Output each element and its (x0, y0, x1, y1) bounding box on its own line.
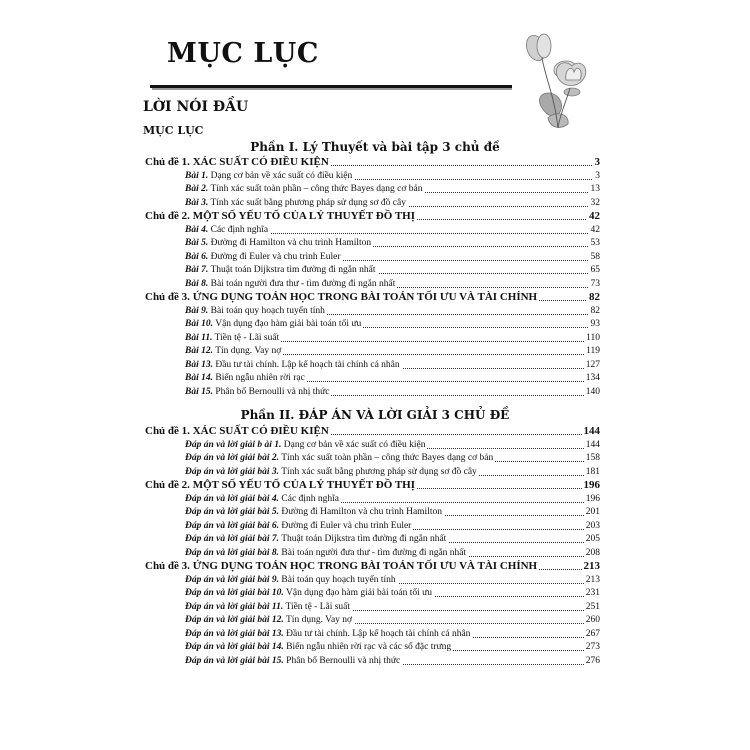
entry-title: Đường đi Euler và chu trình Euler (210, 251, 341, 262)
entry-text (185, 183, 424, 196)
entry-page-number: 134 (585, 373, 600, 383)
entry-title: XÁC SUẤT CÓ ĐIỀU KIỆN (192, 156, 329, 168)
entry-text (185, 601, 352, 614)
entry-text (185, 170, 354, 183)
toc-lesson-entry[interactable] (0, 318, 750, 331)
entry-label: Chủ đề 3. (145, 560, 190, 572)
toc-lesson-entry[interactable] (0, 251, 750, 264)
entry-title: XÁC SUẤT CÓ ĐIỀU KIỆN (192, 425, 329, 437)
entry-title: Thuật toán Dijkstra tìm đường đi ngắn nhất (210, 265, 376, 275)
toc-lesson-entry[interactable] (0, 466, 750, 479)
entry-title: Tiền tệ - Lãi suất (214, 332, 280, 343)
entry-label: Bài 6. (185, 251, 209, 262)
entry-label: Chủ đề 1. (145, 156, 190, 168)
entry-title: Tính xác suất toàn phần – công thức Bayes dạng cơ bản (210, 184, 423, 194)
entry-page-number: 181 (585, 466, 600, 477)
entry-title: Tiền tệ - Lãi suất (285, 601, 351, 612)
entry-page-number: 58 (590, 251, 600, 262)
toc-lesson-entry[interactable] (0, 452, 750, 465)
toc-lesson-entry[interactable] (0, 520, 750, 533)
entry-page-number: 42 (589, 210, 600, 222)
entry-title: Các định nghĩa (281, 493, 339, 504)
entry-page-number: 82 (589, 291, 600, 303)
entry-label: Đáp án và lời giải bài 7. (185, 534, 280, 544)
toc-lesson-entry[interactable] (0, 506, 750, 519)
toc-lesson-entry[interactable] (0, 493, 750, 506)
entry-label: Bài 12. (185, 346, 213, 356)
toc-lesson-entry[interactable] (0, 264, 750, 277)
toc-lesson-entry[interactable] (0, 345, 750, 358)
entry-label: Bài 10. (185, 319, 213, 329)
entry-title: Phân bố Bernoulli và nhị thức (286, 655, 401, 666)
entry-label: Đáp án và lời giải bài 3. (185, 466, 280, 477)
entry-text (185, 237, 373, 250)
entry-page-number: 140 (585, 386, 600, 397)
entry-label: Đáp án và lời giải bài 6. (185, 520, 280, 531)
entry-title: MỘT SỐ YẾU TỐ CỦA LÝ THUYẾT ĐỒ THỊ (192, 479, 415, 491)
entry-text (185, 614, 354, 627)
entry-label: Đáp án và lời giải b ài 1. (185, 439, 282, 450)
entry-page-number: 65 (590, 265, 600, 275)
entry-title: Biến ngẫu nhiên rời rạc (215, 373, 305, 383)
front-matter-foreword: LỜI NÓI ĐẦU (143, 99, 249, 115)
entry-label: Chủ đề 2. (145, 479, 190, 491)
entry-text (185, 493, 341, 506)
entry-page-number: 32 (590, 197, 600, 208)
entry-label: Bài 8. (185, 278, 209, 289)
toc-lesson-entry[interactable] (0, 547, 750, 560)
entry-page-number: 13 (590, 184, 600, 194)
entry-title: ỨNG DỤNG TOÁN HỌC TRONG BÀI TOÁN TỐI ƯU VÀ TÀI CHÍNH (192, 291, 538, 303)
entry-text (185, 506, 444, 519)
entry-title: Tín dụng. Vay nợ (215, 346, 282, 356)
entry-label: Bài 15. (185, 386, 213, 397)
entry-label: Đáp án và lời giải bài 14. (185, 642, 284, 652)
toc-lesson-entry[interactable] (0, 183, 750, 196)
entry-label: Đáp án và lời giải bài 2. (185, 453, 280, 463)
toc-lesson-entry[interactable] (0, 386, 750, 399)
entry-title: Dạng cơ bản về xác suất có điều kiện (210, 170, 353, 181)
toc-chapter-entry[interactable] (0, 425, 750, 438)
entry-title: Tính xác suất bằng phương pháp sử dụng sơ đồ cây (281, 466, 477, 477)
entry-text (185, 520, 413, 533)
entry-text (145, 291, 539, 304)
entry-text (185, 197, 408, 210)
entry-title: Phân bố Bernoulli và nhị thức (215, 386, 330, 397)
toc-lesson-entry[interactable] (0, 533, 750, 546)
entry-title: Đường đi Euler và chu trình Euler (281, 520, 412, 531)
entry-page-number: 119 (586, 346, 600, 356)
entry-page-number: 205 (585, 534, 600, 544)
entry-label: Bài 14. (185, 373, 213, 383)
entry-text (185, 318, 363, 331)
entry-label: Đáp án và lời giải bài 10. (185, 588, 284, 598)
toc-lesson-entry[interactable] (0, 278, 750, 291)
toc-lesson-entry[interactable] (0, 224, 750, 237)
entry-page-number: 251 (585, 601, 600, 612)
entry-label: Đáp án và lời giải bài 9. (185, 574, 280, 585)
entry-text (185, 533, 448, 546)
entry-page-number: 213 (585, 574, 600, 585)
entry-title: Biến ngẫu nhiên rời rạc và các số đặc trưng (286, 642, 452, 652)
entry-label: Đáp án và lời giải bài 8. (185, 547, 280, 558)
entry-page-number: 42 (590, 224, 600, 235)
entry-label: Bài 5. (185, 238, 209, 248)
toc-lesson-entry[interactable] (0, 614, 750, 627)
entry-page-number: 144 (583, 425, 600, 437)
entry-text (185, 264, 378, 277)
toc-lesson-entry[interactable] (0, 237, 750, 250)
toc-chapter-entry[interactable] (0, 291, 750, 304)
entry-title: MỘT SỐ YẾU TỐ CỦA LÝ THUYẾT ĐỒ THỊ (192, 210, 415, 222)
entry-title: Các định nghĩa (210, 224, 269, 235)
entry-title: Vận dụng đạo hàm giải bài toán tối ưu (215, 319, 362, 329)
entry-text (145, 425, 331, 438)
entry-title: Thuật toán Dijkstra tìm đường đi ngắn nhất (281, 534, 447, 544)
part-1-title: Phần I. Lý Thuyết và bài tập 3 chủ đề (250, 140, 500, 154)
entry-title: Vận dụng đạo hàm giải bài toán tối ưu (286, 588, 433, 598)
title-underline-shadow (152, 88, 512, 90)
entry-page-number: 82 (590, 305, 600, 316)
entry-text (185, 386, 331, 399)
entry-text (145, 479, 417, 492)
entry-page-number: 231 (585, 588, 600, 598)
entry-page-number: 144 (585, 439, 600, 450)
entry-page-number: 203 (585, 520, 600, 531)
entry-label: Đáp án và lời giải bài 13. (185, 628, 284, 639)
toc-lesson-entry[interactable] (0, 655, 750, 668)
entry-label: Đáp án và lời giải bài 5. (185, 507, 280, 517)
entry-text (185, 547, 468, 560)
toc-chapter-entry[interactable] (0, 210, 750, 223)
toc-lesson-entry[interactable] (0, 359, 750, 372)
toc-lesson-entry[interactable] (0, 574, 750, 587)
entry-label: Bài 9. (185, 305, 209, 316)
entry-title: Đầu tư tài chính. Lập kế hoạch tài chính cá nhân (215, 359, 400, 370)
toc-lesson-entry[interactable] (0, 332, 750, 345)
entry-page-number: 276 (585, 655, 600, 666)
entry-page-number: 158 (585, 453, 600, 463)
entry-label: Đáp án và lời giải bài 12. (185, 615, 284, 625)
lotus-flower-illustration (514, 30, 596, 130)
entry-text (185, 224, 270, 237)
entry-text (185, 345, 283, 358)
entry-text (185, 439, 427, 452)
entry-title: Đầu tư tài chính. Lập kế hoạch tài chính cá nhân (286, 628, 471, 639)
entry-title: Dạng cơ bản về xác suất có điều kiện (283, 439, 426, 450)
entry-text (145, 560, 539, 573)
entry-label: Bài 1. (185, 170, 209, 181)
toc-lesson-entry[interactable] (0, 170, 750, 183)
entry-page-number: 273 (585, 642, 600, 652)
entry-text (185, 305, 327, 318)
entry-label: Chủ đề 3. (145, 291, 190, 303)
toc-lesson-entry[interactable] (0, 641, 750, 654)
entry-label: Chủ đề 2. (145, 210, 190, 222)
toc-chapter-entry[interactable] (0, 156, 750, 169)
entry-text (185, 452, 495, 465)
entry-text (185, 574, 398, 587)
entry-page-number: 196 (583, 479, 600, 491)
entry-title: Bài toán quy hoạch tuyến tính (210, 305, 325, 316)
entry-page-number: 201 (585, 507, 600, 517)
entry-text (185, 251, 343, 264)
entry-title: Bài toán người đưa thư - tìm đường đi ngắn nhất (281, 547, 467, 558)
page-title: MỤC LỤC (167, 38, 319, 69)
entry-text (185, 359, 402, 372)
front-matter-contents: MỤC LỤC (143, 124, 204, 137)
entry-page-number: 110 (586, 332, 600, 343)
entry-title: Bài toán quy hoạch tuyến tính (281, 574, 396, 585)
entry-page-number: 53 (590, 238, 600, 248)
entry-page-number: 3 (595, 170, 600, 181)
entry-title: Tính xác suất bằng phương pháp sử dụng sơ đồ cây (210, 197, 406, 208)
entry-page-number: 260 (585, 615, 600, 625)
entry-page-number: 208 (585, 547, 600, 558)
entry-title: Tính xác suất toàn phần – công thức Bayes dạng cơ bản (281, 453, 494, 463)
entry-label: Bài 13. (185, 359, 213, 370)
entry-page-number: 127 (585, 359, 600, 370)
toc-chapter-entry[interactable] (0, 479, 750, 492)
entry-text (185, 332, 281, 345)
toc-lesson-entry[interactable] (0, 372, 750, 385)
toc-lesson-entry[interactable] (0, 439, 750, 452)
entry-title: ỨNG DỤNG TOÁN HỌC TRONG BÀI TOÁN TỐI ƯU VÀ TÀI CHÍNH (192, 560, 538, 572)
entry-page-number: 213 (583, 560, 600, 572)
entry-page-number: 93 (590, 319, 600, 329)
entry-text (145, 210, 417, 223)
entry-title: Tín dụng. Vay nợ (286, 615, 353, 625)
entry-page-number: 73 (590, 278, 600, 289)
entry-label: Bài 11. (185, 332, 213, 343)
entry-text (145, 156, 331, 169)
toc-chapter-entry[interactable] (0, 560, 750, 573)
entry-text (185, 466, 479, 479)
toc-lesson-entry[interactable] (0, 628, 750, 641)
entry-label: Bài 3. (185, 197, 209, 208)
entry-label: Bài 4. (185, 224, 209, 235)
entry-title: Đường đi Hamilton và chu trình Hamilton (210, 238, 372, 248)
entry-label: Đáp án và lời giải bài 4. (185, 493, 280, 504)
toc-lesson-entry[interactable] (0, 305, 750, 318)
toc-lesson-entry[interactable] (0, 601, 750, 614)
toc-lesson-entry[interactable] (0, 587, 750, 600)
entry-text (185, 278, 397, 291)
entry-label: Đáp án và lời giải bài 15. (185, 655, 284, 666)
entry-label: Bài 2. (185, 184, 209, 194)
entry-text (185, 372, 307, 385)
entry-title: Đường đi Hamilton và chu trình Hamilton (281, 507, 442, 517)
entry-label: Đáp án và lời giải bài 11. (185, 601, 284, 612)
part-2-title: Phần II. ĐÁP ÁN VÀ LỜI GIẢI 3 CHỦ ĐỀ (240, 408, 510, 422)
entry-page-number: 196 (585, 493, 600, 504)
entry-text (185, 628, 472, 641)
entry-page-number: 3 (594, 156, 600, 168)
entry-page-number: 267 (585, 628, 600, 639)
entry-title: Bài toán người đưa thư - tìm đường đi ngắn nhất (210, 278, 396, 289)
entry-label: Bài 7. (185, 265, 209, 275)
entry-text (185, 641, 453, 654)
entry-text (185, 587, 434, 600)
entry-label: Chủ đề 1. (145, 425, 190, 437)
entry-text (185, 655, 402, 668)
toc-lesson-entry[interactable] (0, 197, 750, 210)
